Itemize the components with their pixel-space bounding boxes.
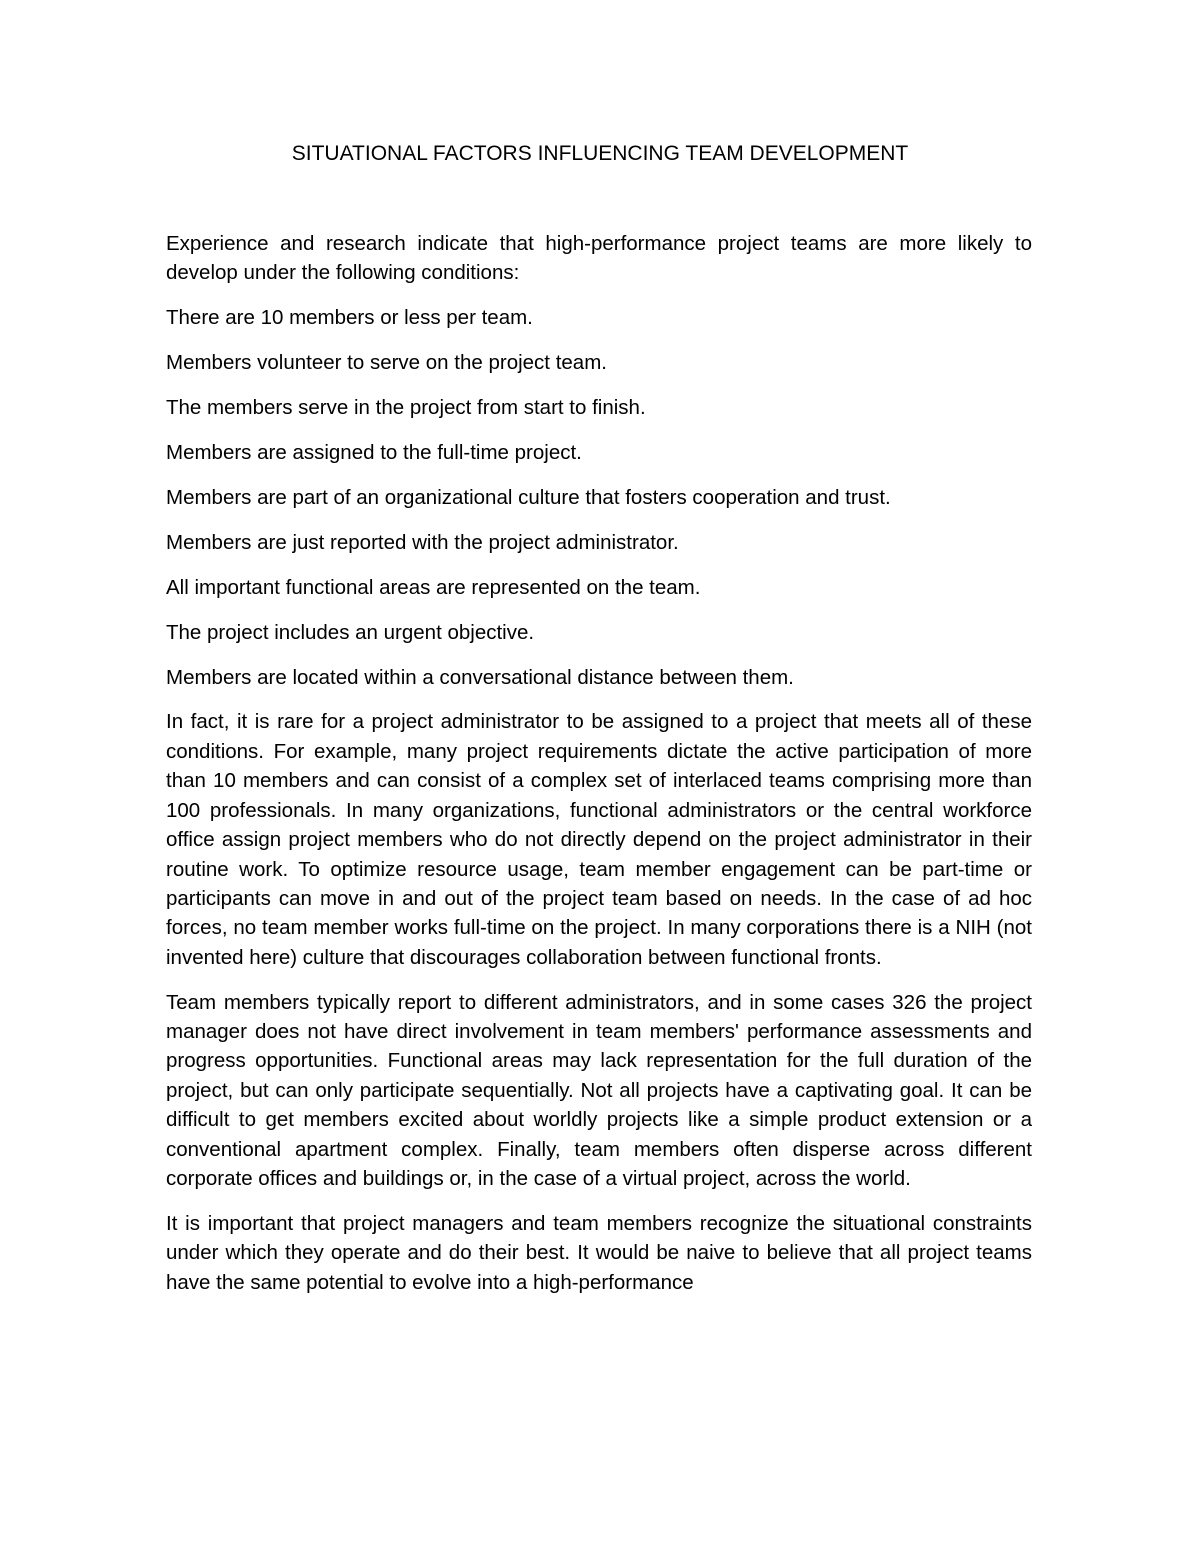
condition-item: Members are assigned to the full-time project. bbox=[166, 441, 582, 465]
condition-item: Members are just reported with the project administrator. bbox=[166, 530, 679, 554]
condition-item: All important functional areas are represented on the team. bbox=[166, 575, 701, 599]
body-paragraph: Team members typically report to different administrators, and in some cases 326 the project manager does not have direct involvement in team members' performance assessments and progress opportunities. Functional areas may lack representation for the full duration of the project, but can only participate sequentially. Not all projects have a captivating goal. It can be difficult to get members excited about worldly projects like a simple product extension or a conventional apartment complex. Finally, team members often disperse across different corporate offices and buildings or, in the case of a virtual project, across the world. bbox=[166, 990, 1032, 1191]
body-paragraph: In fact, it is rare for a project administrator to be assigned to a project that meets all of these conditions. For example, many project requirements dictate the active participation of more than 10 members and can consist of a complex set of interlaced teams comprising more than 100 professionals. In many organizations, functional administrators or the central workforce office assign project members who do not directly depend on the project administrator in their routine work. To optimize resource usage, team member engagement can be part-time or participants can move in and out of the project team based on needs. In the case of ad hoc forces, no team member works full-time on the project. In many corporations there is a NIH (not invented here) culture that discourages collaboration between functional fronts. bbox=[166, 710, 1032, 969]
condition-item: The project includes an urgent objective. bbox=[166, 620, 535, 644]
condition-item: Members are located within a conversational distance between them. bbox=[166, 665, 794, 689]
condition-item: Members volunteer to serve on the project team. bbox=[166, 351, 607, 375]
document-title: SITUATIONAL FACTORS INFLUENCING TEAM DEVELOPMENT bbox=[291, 142, 909, 165]
condition-item: There are 10 members or less per team. bbox=[166, 306, 533, 330]
condition-item: Members are part of an organizational culture that fosters cooperation and trust. bbox=[166, 485, 891, 509]
condition-item: The members serve in the project from start to finish. bbox=[166, 396, 646, 420]
document-body bbox=[166, 229, 1032, 1313]
intro-paragraph: Experience and research indicate that high-performance project teams are more likely to develop under the following conditions: bbox=[166, 232, 1032, 285]
body-paragraph: It is important that project managers and team members recognize the situational constraints under which they operate and do their best. It would be naive to believe that all project teams have the same potential to evolve into a high-performance bbox=[166, 1211, 1032, 1294]
